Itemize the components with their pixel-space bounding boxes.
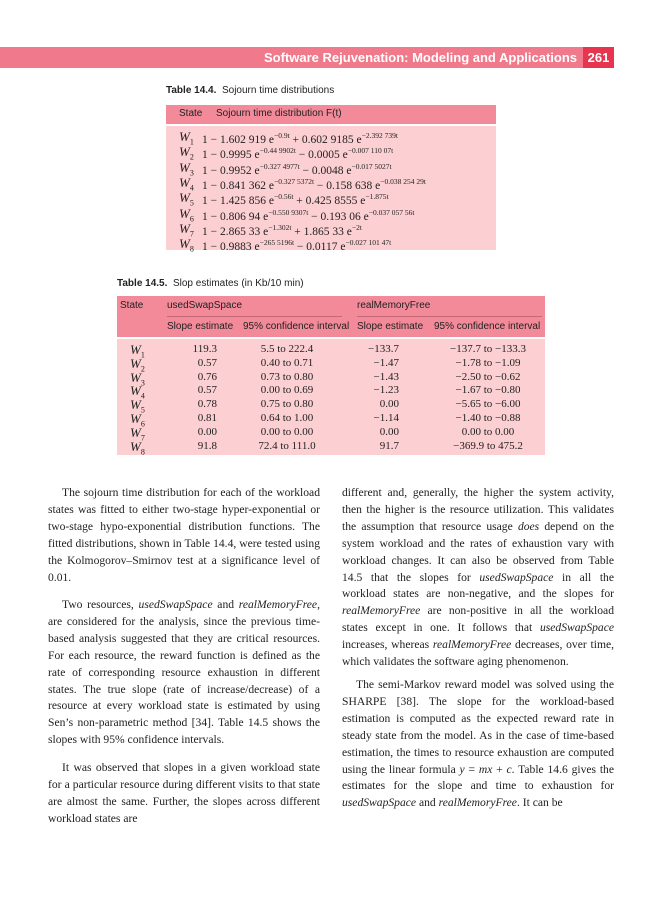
table1-distribution: 1 − 2.865 33 $e^{-1.302t} + 1.865$ 33 $e^{-2t}$ (202, 222, 362, 238)
table2-state: $W_6$ (130, 411, 145, 429)
table1-label: Table 14.4. (166, 85, 217, 96)
table2-slope-used-swap: 0.76 (197, 370, 217, 383)
table1-caption-text: Sojourn time distributions (221, 85, 335, 96)
table2-slope-used-swap: 0.78 (197, 398, 217, 411)
table2-slope-real-memory: 0.00 (379, 398, 399, 411)
running-header-title: Software Rejuvenation: Modeling and Applications (264, 50, 577, 65)
table1-state: $W_3$ (179, 159, 194, 178)
table1-distribution: 1 − 1.425 856 $e^{-0.56t} + 0.425$ 8555 $e^{-1.875t}$ (202, 192, 389, 208)
table2-slope-real-memory: −1.43 (373, 370, 399, 383)
table1-state: $W_4$ (179, 174, 194, 193)
table2-slope-real-memory: −1.14 (373, 412, 399, 424)
table2-state: $W_3$ (130, 369, 145, 388)
table1-caption (166, 85, 334, 96)
table1-state: $W_8$ (179, 236, 194, 254)
table2-slope-real-memory: −133.7 (368, 343, 399, 355)
table2-slope-real-memory: 91.7 (379, 439, 399, 452)
table2-slope-used-swap: 119.3 (192, 343, 217, 355)
table2-ci-used-swap: 0.75 to 0.80 (260, 398, 314, 411)
table2-caption (117, 278, 304, 289)
table2-sub-slope-1: Slope estimate (167, 321, 234, 332)
table2-state: $W_1$ (130, 342, 145, 360)
table2-ci-used-swap: 0.00 to 0.00 (260, 425, 314, 438)
table2-group2-rule (357, 316, 542, 317)
table2-slope-used-swap: 0.57 (197, 384, 217, 397)
left-paragraph-3: It was observed that slopes in a given workload state for a particular resource during different visits to that state are almost the same. Further, the slopes across different workload states are (48, 761, 320, 825)
table2-ci-used-swap: 5.5 to 222.4 (260, 343, 314, 355)
page-number: 261 (583, 47, 614, 68)
table2-ci-used-swap: 72.4 to 111.0 (258, 439, 316, 452)
table2-caption-text: Slop estimates (in Kb/10 min) (172, 278, 304, 289)
table2-state: $W_8$ (130, 438, 145, 457)
table1-state: $W_5$ (179, 190, 194, 208)
table2-slope-real-memory: −1.23 (373, 384, 399, 397)
table2-label: Table 14.5. (117, 278, 168, 289)
table2-slope-real-memory: −1.47 (373, 356, 399, 369)
table1-col-state: State (179, 108, 203, 119)
table1-distribution: 1 − 1.602 919 $e^{-0.9t} + 0.602$ 9185 $e^{-2.392 739t}$ (202, 131, 398, 146)
table2-ci-real-memory: −1.78 to −1.09 (455, 356, 521, 369)
table2-ci-real-memory: −1.40 to −0.88 (455, 412, 521, 424)
table2-col-state: State (120, 300, 144, 311)
table2-group1-rule (167, 316, 342, 317)
table2-slope-used-swap: 91.8 (197, 439, 217, 452)
table2-ci-real-memory: −2.50 to −0.62 (455, 370, 521, 383)
left-paragraph-1: The sojourn time distribution for each of the workload states was fitted to either two-stage hyper-exponential or two-stage hypo-exponential distribution functions. The fitted distributions, shown in Table 14.4, were tested using the Kolmogorov–Smirnov test at a significance level of 0.01. (48, 486, 320, 584)
table2-slope-used-swap: 0.81 (197, 412, 217, 424)
table2-group-real-memory: realMemoryFree (357, 300, 431, 311)
table1-distribution: 1 − 0.806 94 $e^{-0.550 9307t} - 0.193$ 06 $e^{-0.037 057 56t}$ (202, 207, 415, 223)
table2-ci-real-memory: −369.9 to 475.2 (453, 439, 523, 452)
table2-header (117, 296, 545, 337)
table1-distribution: 1 − 0.9995 $e^{-0.44 9902t} - 0.0005$ $e^{-0.007 110 07t}$ (202, 146, 394, 162)
table2-ci-used-swap: 0.00 to 0.69 (260, 384, 314, 397)
table1-state: $W_2$ (179, 144, 194, 162)
table2-ci-used-swap: 0.73 to 0.80 (260, 370, 314, 383)
table1-distribution: 1 − 0.841 362 $e^{-0.327 5372t} - 0.158$ 638 $e^{-0.038 254 29t}$ (202, 176, 426, 192)
table1-state: $W_6$ (179, 205, 194, 224)
right-paragraph-1: different and, generally, the higher the system activity, then the higher is the resource utilization. This validates the assumption that resource usage does depend on the system workload and the rates of exhaustion vary with workload changes. It can also be observed from Table 14.5 that the slopes for usedSwapSpace in all the workload states are non-negative, and the slopes for realMemoryFree are non-positive in all the workload states except in one. It follows that usedSwapSpace increases, whereas realMemoryFree decreases, over time, which validates the software aging phenomenon. (342, 486, 614, 669)
table1-state: $W_1$ (179, 129, 194, 147)
table2-ci-used-swap: 0.40 to 0.71 (260, 356, 314, 369)
table2-ci-real-memory: 0.00 to 0.00 (461, 425, 515, 438)
table2-slope-used-swap: 0.57 (197, 356, 217, 369)
table2-slope-real-memory: 0.00 (379, 425, 399, 438)
table2-ci-real-memory: −137.7 to −133.3 (450, 343, 526, 355)
table2-ci-real-memory: −5.65 to −6.00 (455, 398, 521, 411)
table2-ci-real-memory: −1.67 to −0.80 (455, 384, 521, 397)
table2-ci-used-swap: 0.64 to 1.00 (260, 412, 314, 424)
table1-state: $W_7$ (179, 220, 194, 239)
table2-group-used-swap: usedSwapSpace (167, 300, 243, 311)
table1-distribution: 1 − 0.9883 $e^{-265 5196t} - 0.0117$ $e^{-0.027 101 47t}$ (202, 238, 392, 253)
table2-sub-ci-1: 95% confidence interval (243, 321, 350, 332)
table2-sub-ci-2: 95% confidence interval (434, 321, 541, 332)
table2-sub-slope-2: Slope estimate (357, 321, 424, 332)
table2-state: $W_4$ (130, 383, 145, 401)
table2-state: $W_5$ (130, 397, 145, 415)
table1-body (166, 126, 496, 254)
left-paragraph-2: Two resources, usedSwapSpace and realMemoryFree, are considered for the analysis, since the previous time-based analysis suggested that they are critical resources. For each resource, the reward function is defined as the rate of corresponding resource exhaustion in different states. The true slope (rate of increase/decrease) of a resource at every workload state is estimated by using Sen’s non-parametric method [34]. Table 14.5 shows the slopes with 95% confidence intervals. (48, 598, 320, 747)
right-paragraph-2: The semi-Markov reward model was solved using the SHARPE [38]. The slope for the workload-based estimation is computed as the expected reward rate in steady state from the model. As in the case of time-based estimation, the times to resource exhaustion are computed using the linear formula y = mx + c. Table 14.6 gives the estimates for the slope and time to exhaustion for usedSwapSpace and realMemoryFree. It can be (342, 678, 614, 810)
table2-state: $W_2$ (130, 355, 145, 374)
table1-header (166, 105, 496, 124)
table2-slope-used-swap: 0.00 (197, 425, 217, 438)
table2-state: $W_7$ (130, 424, 145, 443)
table1-distribution: 1 − 0.9952 $e^{-0.327 4977t} - 0.0048$ $e^{-0.017 5027t}$ (202, 161, 392, 177)
table1-col-dist: Sojourn time distribution F(t) (216, 108, 342, 119)
table2-body (117, 339, 545, 455)
